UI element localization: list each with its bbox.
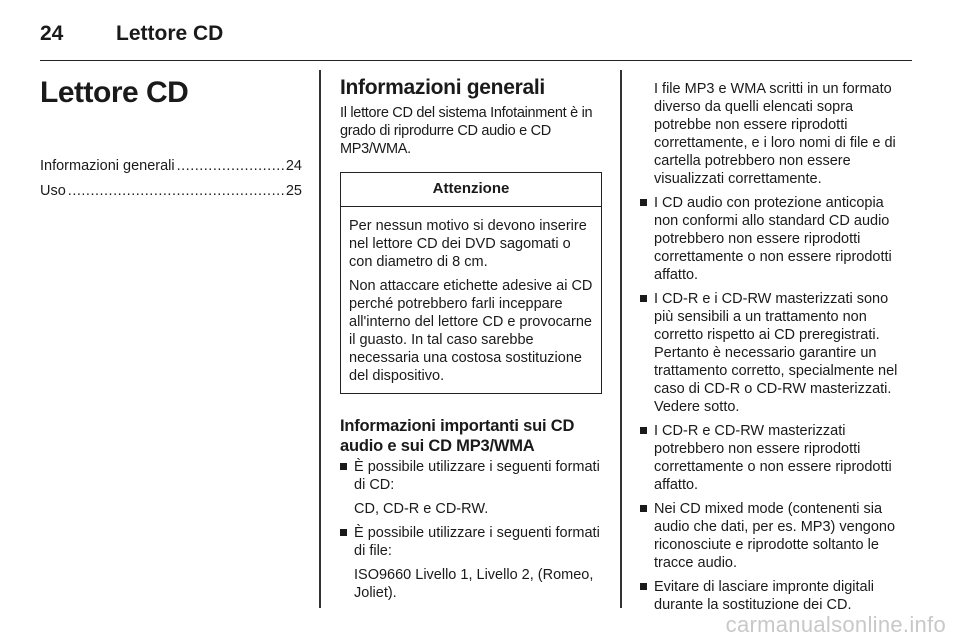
list-item-text: I CD-R e CD-RW masterizzati potrebbero non essere riprodotti correttamente o non essere riprodotti affatto. bbox=[654, 423, 892, 493]
toc-entry-page: 25 bbox=[285, 183, 302, 199]
list-item-text: I CD-R e i CD-RW masterizzati sono più sensibili a un trattamento non corretto rispetto ai CD preregistrati. Pertanto è necessario garantire un trattamento corretto, specialmente nel caso di CD-R o CD-RW masterizzati. Vedere sotto. bbox=[654, 291, 898, 415]
list-item-text: Nei CD mixed mode (contenenti sia audio che dati, per es. MP3) vengono riconosciute e riprodotte soltanto le tracce audio. bbox=[654, 501, 896, 571]
square-bullet-icon bbox=[640, 427, 647, 434]
bullet-list bbox=[340, 458, 602, 602]
running-title: Lettore CD bbox=[116, 22, 224, 45]
list-item bbox=[340, 458, 602, 518]
list-item bbox=[640, 290, 902, 416]
list-item bbox=[640, 422, 902, 494]
page-number: 24 bbox=[40, 22, 64, 45]
column-divider bbox=[620, 70, 622, 608]
list-item-text: Evitare di lasciare impronte digitali durante la sostituzione dei CD. bbox=[654, 579, 875, 613]
list-item bbox=[340, 524, 602, 602]
toc-entry-page: 24 bbox=[285, 158, 302, 174]
warning-paragraph: Per nessun motivo si devono inserire nel lettore CD dei DVD sagomati o con diametro di 8 cm. bbox=[349, 218, 587, 270]
list-item-subtext: CD, CD-R e CD-RW. bbox=[354, 501, 489, 517]
list-item-subtext: ISO9660 Livello 1, Livello 2, (Romeo, Joliet). bbox=[354, 567, 594, 601]
warning-box bbox=[340, 172, 602, 394]
list-item-text: È possibile utilizzare i seguenti formati di file: bbox=[354, 525, 600, 559]
subsection-title: Informazioni importanti sui CD audio e sui CD MP3/WMA bbox=[340, 417, 575, 455]
bullet-list bbox=[640, 194, 902, 614]
toc-leader-dots bbox=[177, 154, 284, 179]
column-divider bbox=[319, 70, 321, 608]
square-bullet-icon bbox=[640, 295, 647, 302]
section-title: Informazioni generali bbox=[340, 76, 545, 99]
square-bullet-icon bbox=[640, 199, 647, 206]
square-bullet-icon bbox=[640, 583, 647, 590]
list-item-text: È possibile utilizzare i seguenti formati di CD: bbox=[354, 459, 600, 493]
page-header bbox=[40, 20, 912, 61]
toc-entry[interactable] bbox=[40, 179, 302, 204]
chapter-column bbox=[40, 76, 302, 204]
continuation-paragraph: I file MP3 e WMA scritti in un formato diverso da quelli elencati sopra potrebbe non essere riprodotti correttamente, e i loro nomi di file e di cartella potrebbero non essere visualizzati correttamente. bbox=[654, 81, 896, 187]
toc-leader-dots bbox=[68, 179, 284, 204]
warning-title: Attenzione bbox=[341, 173, 601, 207]
toc-entry-label: Uso bbox=[40, 183, 66, 199]
list-item-text: I CD audio con protezione anticopia non conformi allo standard CD audio potrebbero non essere riprodotti correttamente o non essere riprodotti affatto. bbox=[654, 195, 892, 283]
chapter-title: Lettore CD bbox=[40, 76, 189, 109]
watermark: carmanualsonline.info bbox=[725, 612, 946, 637]
right-column bbox=[640, 80, 902, 620]
toc-entry-label: Informazioni generali bbox=[40, 158, 175, 174]
warning-paragraph: Non attaccare etichette adesive ai CD perché potrebbero farli inceppare all'interno del lettore CD e provocarne il guasto. In tal caso sarebbe necessaria una costosa sostituzione del dispositivo. bbox=[349, 278, 593, 384]
list-item bbox=[640, 578, 902, 614]
toc-entry[interactable] bbox=[40, 154, 302, 179]
list-item bbox=[640, 194, 902, 284]
warning-body bbox=[341, 207, 601, 393]
square-bullet-icon bbox=[640, 505, 647, 512]
list-item bbox=[640, 500, 902, 572]
middle-column bbox=[340, 76, 602, 608]
intro-paragraph: Il lettore CD del sistema Infotainment è in grado di riprodurre CD audio e CD MP3/WMA. bbox=[340, 105, 593, 157]
square-bullet-icon bbox=[340, 529, 347, 536]
square-bullet-icon bbox=[340, 463, 347, 470]
